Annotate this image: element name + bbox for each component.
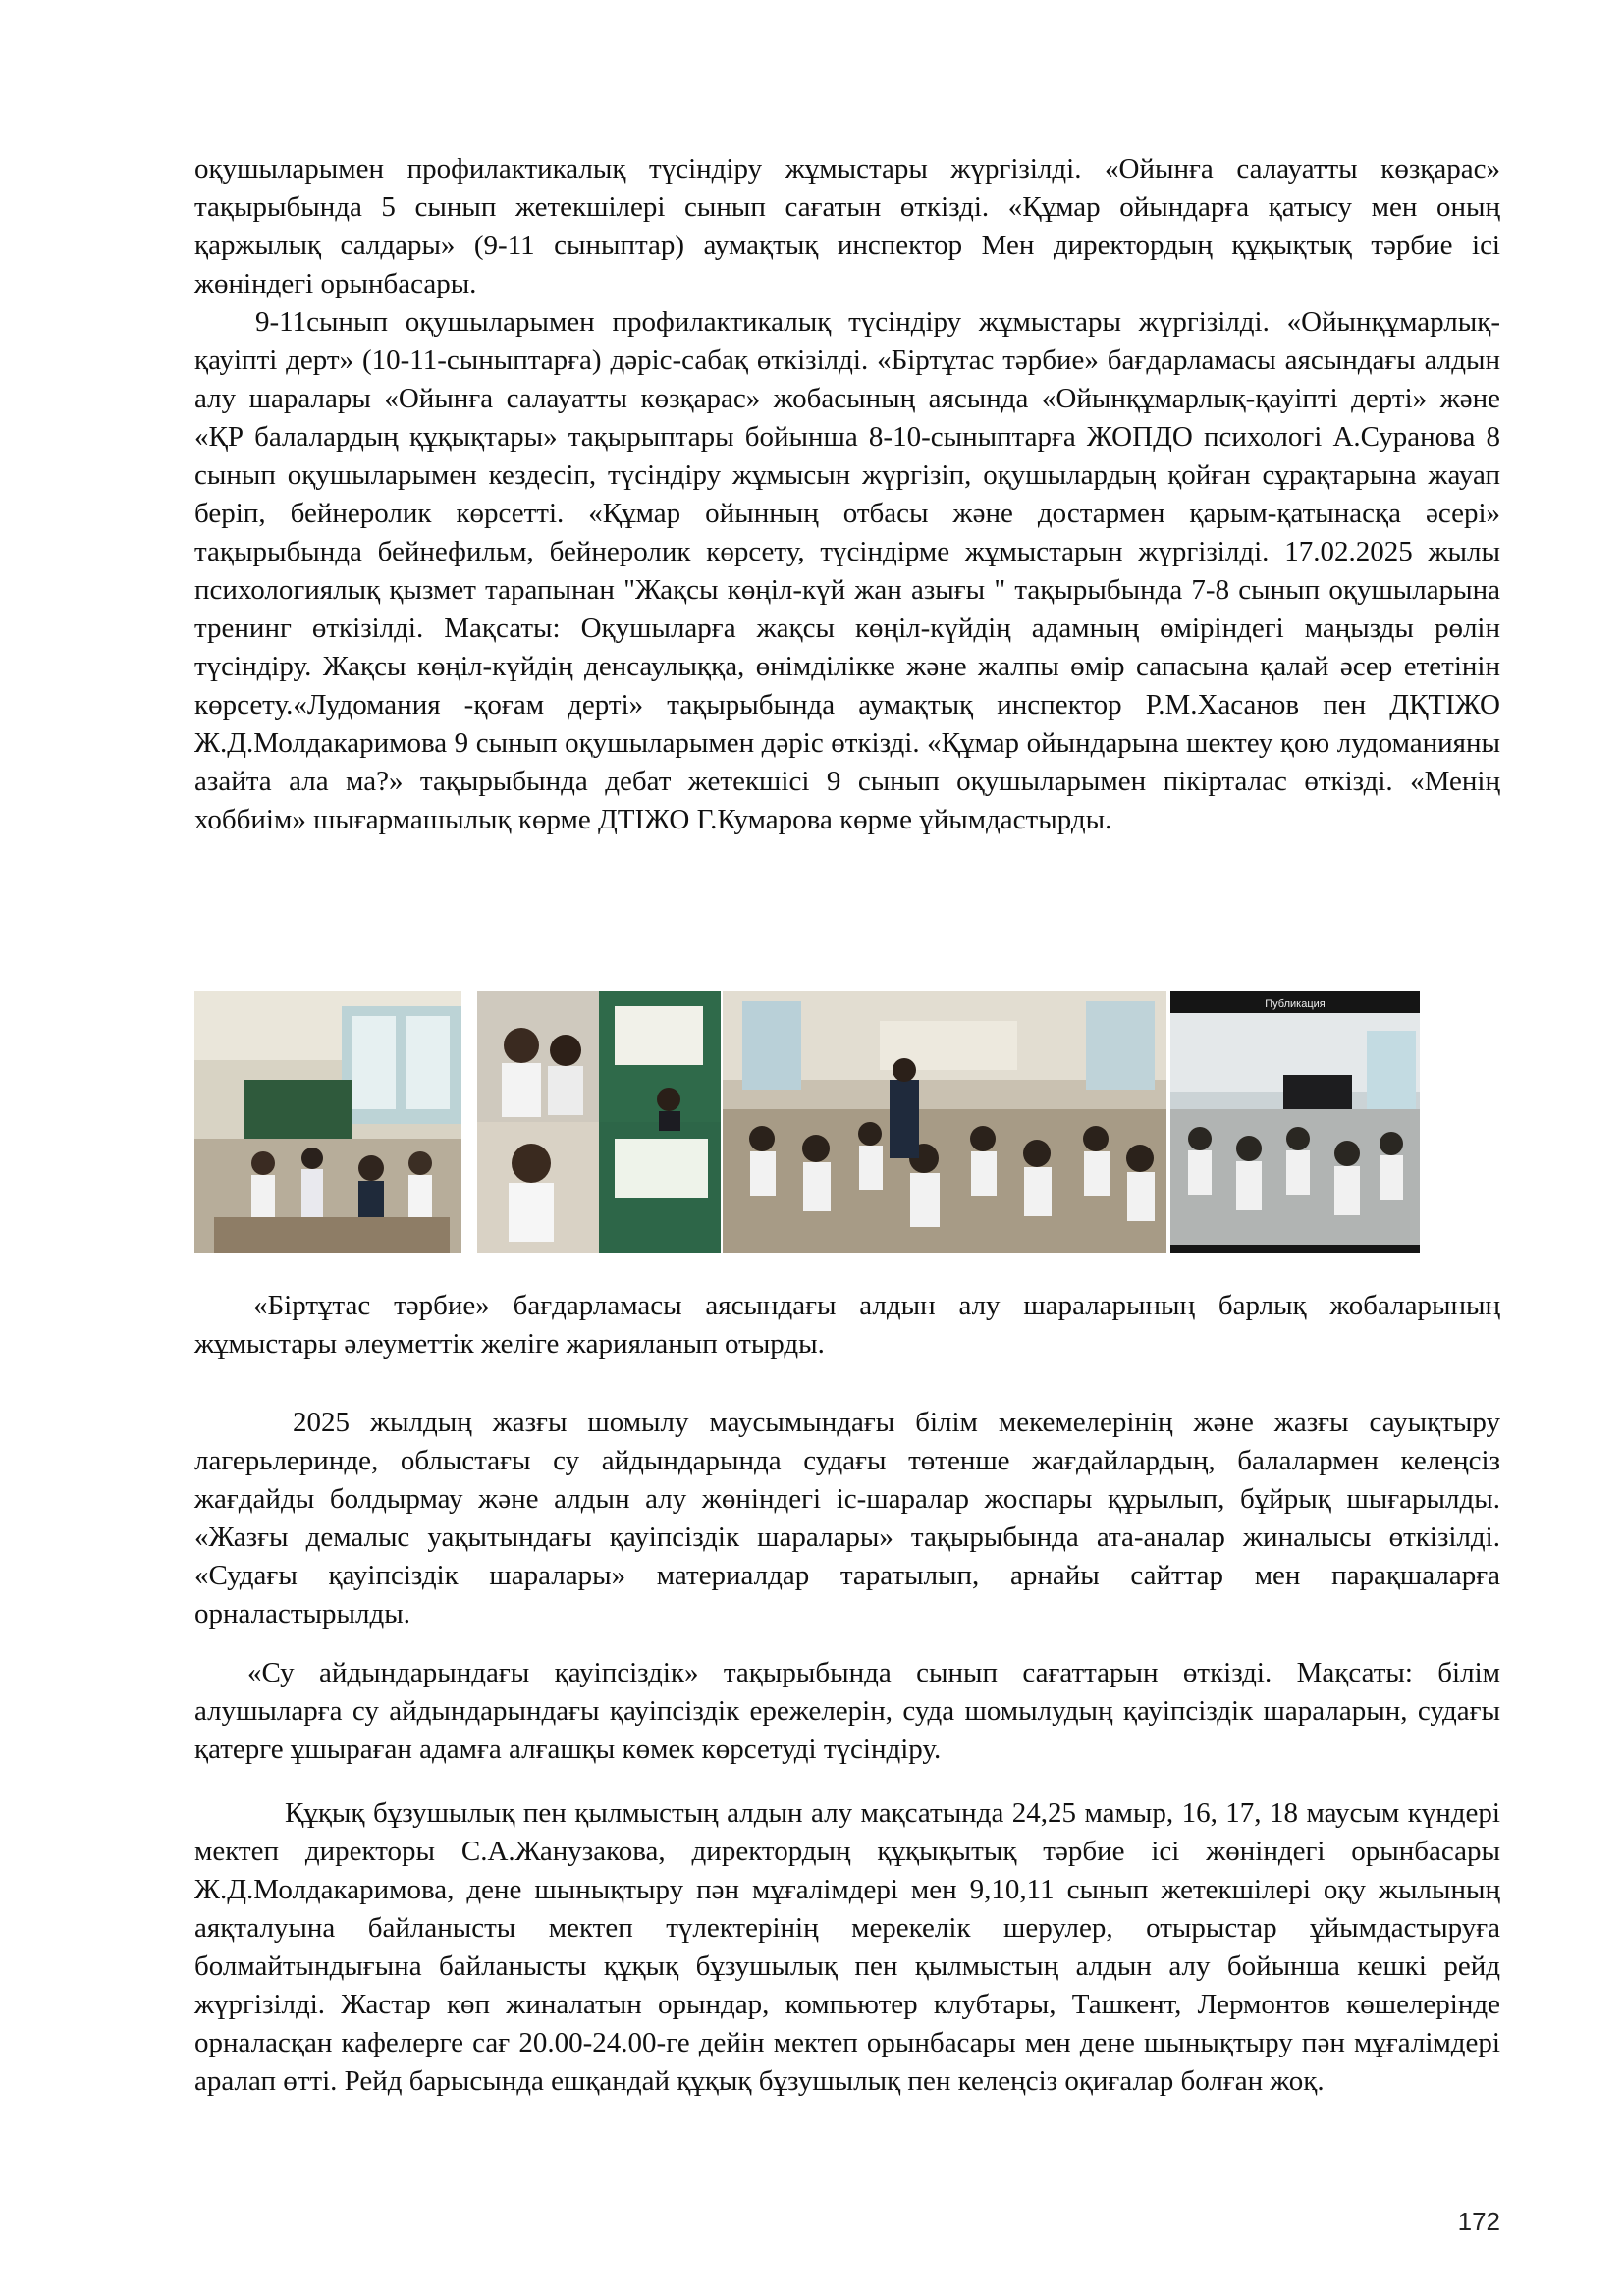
classroom-photo-1 bbox=[194, 991, 461, 1253]
text-block-raid bbox=[194, 1794, 1500, 2101]
paragraph-summer-safety: 2025 жылдың жазғы шомылу маусымындағы білім мекемелерінің және жазғы сауықтыру лагерьлеринде, облыстағы су айдындарында судағы төтенше жағдайлардың, балалармен келеңсіз жағдайды болдырмау және алдын алу жөніндегі іс-шаралар жоспары құрылып, бұйрық шығарылды. «Жазғы демалыс уақытындағы қауіпсіздік шаралары» тақырыбында ата-аналар жиналысы өткізілді. «Судағы қауіпсіздік шаралары» материалдар таратылып, арнайы сайттар мен парақшаларға орналастырылды. bbox=[194, 1407, 1500, 1629]
photo-header-text: Публикация bbox=[1265, 998, 1326, 1010]
paragraph-water-safety: «Су айдындарындағы қауіпсіздік» тақырыбында сынып сағаттарын өткізді. Мақсаты: білім алушыларға су айдындарындағы қауіпсіздік ережелерін, суда шомылудың қауіпсіздік шараларын, судағы қатерге ұшыраған адамға алғашқы көмек көрсетуді түсіндіру. bbox=[194, 1657, 1500, 1765]
paragraph-continued: оқушыларымен профилактикалық түсіндіру жұмыстары жүргізілді. «Ойынға салауатты көзқарас» тақырыбында 5 сынып жетекшілері сынып сағатын өткізді. «Құмар ойындарға қатысу мен оның қаржылық салдары» (9-11 сыныптар) аумақтық инспектор Мен директордың құқықтық тәрбие ісі жөніндегі орынбасары. bbox=[194, 153, 1500, 299]
classroom-photo-2 bbox=[477, 991, 721, 1253]
classroom-photo-3 bbox=[723, 991, 1166, 1253]
page-number: 172 bbox=[1457, 2207, 1500, 2236]
text-block-social bbox=[194, 1287, 1500, 1363]
paragraph-evening-raid: Құқық бұзушылық пен қылмыстың алдын алу мақсатында 24,25 мамыр, 16, 17, 18 маусым күндері мектеп директоры С.А.Жанузакова, директордың құқықытық тәрбие ісі жөніндегі орынбасары Ж.Д.Молдакаримова, дене шынықтыру пән мұғалімдері мен 9,10,11 сынып жетекшілері оқу жылының аяқталуына байланысты мектеп түлектерінің мерекелік шерулер, отырыстар ұйымдастыруға болмайтындығына байланысты құқық бұзушылық пен қылмыстың алдын алу бойынша кешкі рейд жүргізілді. Жастар көп жиналатын орындар, компьютер клубтары, Ташкент, Лермонтов көшелерінде орналасқан кафелерге сағ 20.00-24.00-ге дейін мектеп орынбасары мен дене шынықтыру пән мұғалімдері аралап өтті. Рейд барысында ешқандай құқық бұзушылық пен келеңсіз оқиғалар болған жоқ. bbox=[194, 1797, 1500, 2097]
text-block-top bbox=[194, 150, 1500, 839]
photo-strip bbox=[194, 991, 1420, 1253]
text-block-summer bbox=[194, 1404, 1500, 1633]
paragraph-social-media: «Біртұтас тәрбие» бағдарламасы аясындағы алдын алу шараларының барлық жобаларының жұмыстары әлеуметтік желіге жарияланып отырды. bbox=[194, 1290, 1500, 1360]
paragraph-prevention: 9-11сынып оқушыларымен профилактикалық түсіндіру жұмыстары жүргізілді. «Ойынқұмарлық-қауіпті дерт» (10-11-сыныптарға) дәріс-сабақ өткізілді. «Біртұтас тәрбие» бағдарламасы аясындағы алдын алу шаралары «Ойынға салауатты көзқарас» жобасының аясында «Ойынқұмарлық-қауіпті дерті» және «ҚР балалардың құқықтары» тақырыптары бойынша 8-10-сыныптарға ЖОПДО психологі А.Суранова 8 сынып оқушыларымен кездесіп, түсіндіру жұмысын жүргізіп, оқушылардың қойған сұрақтарына жауап беріп, бейнеролик көрсетті. «Құмар ойынның отбасы және достармен қарым-қатынасқа әсері» тақырыбында бейнефильм, бейнеролик көрсету, түсіндірме жұмыстарын жүргізілді. 17.02.2025 жылы психологиялық қызмет тарапынан "Жақсы көңіл-күй жан азығы " тақырыбында 7-8 сынып оқушыларына тренинг өткізілді. Мақсаты: Оқушыларға жақсы көңіл-күйдің адамның өміріндегі маңызды рөлін түсіндіру. Жақсы көңіл-күйдің денсаулыққа, өнімділікке және жалпы өмір сапасына қалай әсер ететінін көрсету.«Лудомания -қоғам дерті» тақырыбында аумақтық инспектор Р.М.Хасанов пен ДҚТІЖО Ж.Д.Молдакаримова 9 сынып оқушыларымен дәріс өткізді. «Құмар ойындарына шектеу қою лудоманияны азайта ала ма?» тақырыбында дебат жетекшісі 9 сынып оқушыларымен пікірталас өткізді. «Менің хоббиім» шығармашылық көрме ДТІЖО Г.Кумарова көрме ұйымдастырды. bbox=[194, 306, 1500, 835]
text-block-water bbox=[194, 1654, 1500, 1769]
classroom-photo-4 bbox=[1170, 991, 1420, 1253]
